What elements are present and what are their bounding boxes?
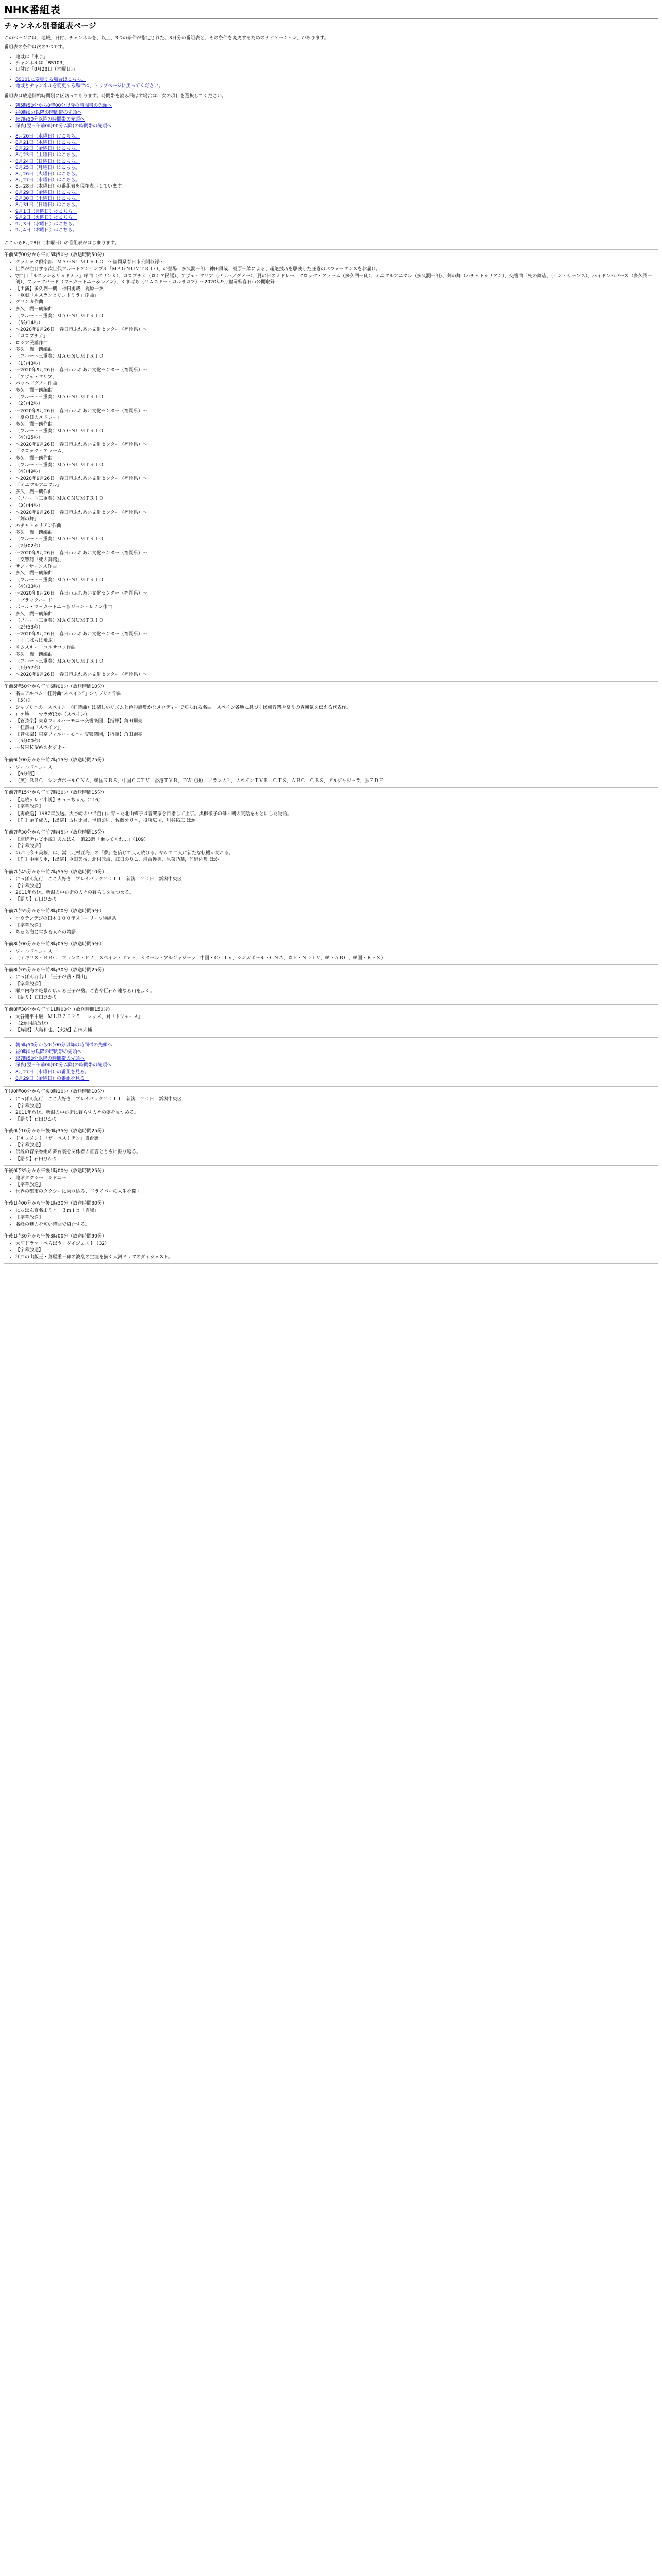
program-line: • バッハ／グノー作曲 (15, 381, 658, 387)
program-line: • （フルート三重奏）ＭＡＧＮＵＭＴＲＩＯ (15, 496, 658, 502)
date-link[interactable]: 8月25日（月曜日）はこちら。 (15, 165, 80, 171)
program-time: 午前5時00分から午前5時50分（放送時間50分） (4, 252, 107, 258)
conditions-label: 番組表の条件は次の3つです。 (4, 45, 68, 50)
program-line: • ～2020年9月26日 春日市ふれあい文化センター（福岡県）～ (15, 631, 658, 637)
current-date: 8月28日（木曜日）の番組表を現在表示しています。 (15, 184, 126, 190)
date-link[interactable]: 8月20日（水曜日）はこちら。 (15, 133, 80, 139)
date-link[interactable]: 9月4日（木曜日）はこちら。 (15, 228, 77, 233)
time-links (4, 103, 658, 129)
program-line: • （フルート三重奏）ＭＡＧＮＵＭＴＲＩＯ (15, 577, 658, 583)
program-line: • ロシア民謡作曲 (15, 340, 658, 346)
program-line: • （フルート三重奏）ＭＡＧＮＵＭＴＲＩＯ (15, 618, 658, 624)
program-line: • 【出演】多久潤一朗，神田勇哉，梶原一紘 (15, 286, 658, 292)
bottom-nav-link[interactable]: 朝5時50分から0時00分以降の時間帯の先頭へ (15, 1042, 112, 1048)
program-details (4, 876, 658, 903)
program-line: • クラシック倶楽部 ＭＡＧＮＵＭＴＲＩＯ ～福岡県春日市公開収録～ (15, 259, 658, 265)
program-entry (4, 684, 658, 751)
program-line: • 「狂詩曲「スペイン」」 (15, 725, 658, 731)
program-line: • 名峰の魅力を短い時間で紹介する。 (15, 1222, 658, 1228)
page-title: NHK番組表 (4, 3, 658, 19)
program-line: • 【語り】石田ひかり (15, 1156, 658, 1162)
program-entry (4, 1128, 658, 1162)
program-line: • 【字幕放送】 (15, 981, 658, 988)
program-time: 午後1時00分から午後1時30分（放送時間30分） (4, 1201, 107, 1207)
program-line: • 多久 潤一朗作曲 (15, 455, 658, 462)
program-time: 午後1時30分から午後3時00分（放送時間90分） (4, 1233, 107, 1239)
date-link[interactable]: 8月31日（日曜日）はこちら。 (15, 202, 80, 208)
condition-item: • 地域は「東京」 (15, 54, 658, 60)
program-line: • ロケ地 マラガほか（スペイン） (15, 711, 658, 718)
divider (4, 1037, 658, 1038)
program-line: • ～2020年9月26日 春日市ふれあい文化センター（福岡県）～ (15, 672, 658, 678)
bottom-links (4, 1042, 658, 1082)
program-line: • 【連続テレビ小説】あんぱん 第23週「乗ってくれ…」（109） (15, 837, 658, 843)
program-line: • 【5分】 (15, 698, 658, 704)
program-line: • ～2020年9月26日 春日市ふれあい文化センター（福岡県）～ (15, 590, 658, 597)
program-line: • （1分43秒） (15, 361, 658, 367)
program-line: • 2011年放送。新潟の中心街の人々の暮らしを見つめる。 (15, 890, 658, 896)
program-line: • 【語り】石田ひかり (15, 1116, 658, 1123)
program-line: • （フルート三重奏）ＭＡＧＮＵＭＴＲＩＯ (15, 394, 658, 400)
program-line: • 【字幕放送】 (15, 1182, 658, 1188)
program-time: 午前8時05分から午前8時30分（放送時間25分） (4, 968, 107, 973)
date-link[interactable]: 8月26日（火曜日）はこちら。 (15, 171, 80, 177)
divider (4, 249, 658, 250)
date-link[interactable]: 9月1日（月曜日）はこちら。 (15, 209, 77, 214)
program-entry (4, 967, 658, 1001)
program-details (4, 797, 658, 824)
program-line: • （イギリス・ＢＢＣ，フランス・Ｆ２，スペイン・ＴＶＥ，カタール・アルジャジーラ，中国・ＣＣＴＶ，シンガポール・ＣＮＡ，ロＰ・ＮＤＴＶ，韓・ＡＢＣ，韓国・ＫＢＳ） (15, 955, 658, 961)
program-list-afternoon (4, 1089, 658, 1264)
program-entry (4, 757, 658, 785)
program-line: • 【連続テレビ小説】チョッちゃん（116） (15, 797, 658, 803)
program-line: • （4分33秒） (15, 584, 658, 590)
program-line: • 瀬戸内海の絶景が広がる王子が岳。奇岩や巨石が連なる山を歩く。 (15, 988, 658, 994)
program-line: • 【字幕放送】 (15, 1103, 658, 1109)
program-entry (4, 869, 658, 903)
program-line: • （フルート三重奏）ＭＡＧＮＵＭＴＲＩＯ (15, 536, 658, 543)
program-line: • ～2020年9月26日 春日市ふれあい文化センター（福岡県）～ (15, 442, 658, 448)
program-line: • にっぽん百名山「王子が岳・岡山」 (15, 974, 658, 980)
program-time: 午前7時55分から午前8時00分（放送時間5分） (4, 909, 104, 914)
program-line: • 【字幕放送】 (15, 843, 658, 850)
conditions-list (4, 54, 658, 73)
program-line: • 【6分語】 (15, 771, 658, 777)
program-time: 午前8時00分から午前8時05分（放送時間5分） (4, 941, 104, 947)
program-line: • 【字幕放送】 (15, 1215, 658, 1221)
program-details (4, 1175, 658, 1195)
bottom-nav-link[interactable]: 8月27日（水曜日）の番組を見る。 (15, 1070, 90, 1075)
program-entry (4, 941, 658, 961)
program-line: • ドキュメント「ザ・ベストテン」舞台裏 (15, 1136, 658, 1142)
program-line: • 多久 潤一朗編曲 (15, 570, 658, 577)
divider (4, 681, 658, 682)
program-line: • にっぽん紀行 ここ大好き ブレイバック２０１１ 新潟 ２０日 新潟中央区 (15, 1096, 658, 1103)
program-line: • （2分02秒） (15, 543, 658, 549)
program-line: • 「ブラックバード」 (15, 598, 658, 604)
program-details (4, 1208, 658, 1227)
program-line: • 多久 潤一朗編曲 (15, 387, 658, 394)
program-line: • 【字幕放送】 (15, 1247, 658, 1253)
program-line: • 【字幕放送】 (15, 883, 658, 889)
date-link[interactable]: 8月23日（土曜日）はこちら。 (15, 152, 80, 158)
intro-text: このページには、地域、日付、チャンネルを、以上、3つの条件が指定された、3日分の番組表と、その条件を変更するためのナビゲーション、があります。 (4, 36, 329, 41)
date-link[interactable]: 8月29日（金曜日）はこちら。 (15, 190, 80, 196)
program-line: • ～2020年9月26日 春日市ふれあい文化センター（福岡県）～ (15, 510, 658, 516)
program-line: • 【作】中園ミホ，【出演】今田美桜，北村匠海，江口のりこ，河合優実，原菜乃華，竹野内豊 ほか (15, 857, 658, 863)
program-line: • ～2020年9月26日 春日市ふれあい文化センター（福岡県）～ (15, 367, 658, 374)
program-time: 午前7時45分から午前7時55分（放送時間10分） (4, 869, 107, 875)
program-line: • ～ＮＨＫ509スタジオ～ (15, 745, 658, 751)
program-line: • 多久 潤一朗編曲 (15, 652, 658, 658)
date-link[interactable]: 8月30日（土曜日）はこちら。 (15, 196, 80, 202)
program-line: • ▽曲目「ルスラン＆リュドミラ」序曲（グリンカ）、コロブチカ（ロシア民謡）、アヴェ・マリア（バッハ／グノー）、夏の日のメドレー、クロック・アラーム（多久潤一朗）、ミニマルアニマル（多久潤一朗）、剣の舞（ハチャトゥリアン）、交響曲「死の舞踏」（サン・サーンス）、ハイドンパパーズ（多久潤一朗）、ブラックバード（マッカートニー＆レノン）、くまばち（リムスキー・コルサコフ）～2020年9月福岡県春日市公開収録 (15, 273, 658, 285)
program-details (4, 916, 658, 935)
program-line: • （2分53秒） (15, 624, 658, 631)
program-line: • （2分42秒） (15, 401, 658, 407)
program-line: • （フルート三重奏）ＭＡＧＮＵＭＴＲＩＯ (15, 353, 658, 360)
start-note: ここから8月28日（木曜日）の番組表がはじまります。 (4, 241, 120, 246)
time-link[interactable]: 朝5時50分から0時00分以降の時間帯の先頭へ (15, 103, 112, 109)
program-line: • ～2020年9月26日 春日市ふれあい文化センター（福岡県）～ (15, 476, 658, 482)
program-line: • 「コロブチカ」 (15, 333, 658, 340)
change-links (4, 77, 658, 89)
program-line: • にっぽん紀行 ここ大好き ブレイバック２０１１ 新潟 ２０日 新潟中央区 (15, 876, 658, 883)
program-time: 午前8時30分から午前11時00分（放送時間150分） (4, 1007, 113, 1012)
divider (4, 1004, 658, 1005)
program-line: • （3分44秒） (15, 503, 658, 509)
program-line: • 【管弦楽】東京フィルハーモニー交響楽団，【指揮】角田鋼亮 (15, 718, 658, 724)
program-line: • 世界の都市のタクシーに乗り込み、ドライバーの人生を聞く。 (15, 1189, 658, 1195)
program-list (4, 252, 658, 1037)
program-details (4, 1014, 658, 1033)
program-line: • 【作】金子成人，【出演】古村比呂，世良公則，佐藤オリエ，役所広司，川谷拓三 ほか (15, 818, 658, 824)
program-line: • ワールドニュース (15, 948, 658, 955)
program-details (4, 1096, 658, 1123)
program-line: • 多久 潤一朗編曲 (15, 347, 658, 353)
program-line: • 「夏の日のメドレー」 (15, 415, 658, 421)
program-entry (4, 1007, 658, 1034)
program-line: • ハチャトゥリアン作曲 (15, 523, 658, 529)
program-details (4, 948, 658, 961)
date-link[interactable]: 8月21日（木曜日）はこちら。 (15, 140, 80, 146)
time-link[interactable]: 夜7時50分以降の時間帯の先頭へ (15, 116, 85, 122)
program-line: • （フルート三重奏）ＭＡＧＮＵＭＴＲＩＯ (15, 462, 658, 468)
back-to-top-link[interactable]: 地域とチャンネルを変更する場合は、トップページに戻ってください。 (15, 83, 163, 89)
program-line: • 大谷翔平中継 ＭＬＢ２０２５ 「レッズ」対「ドジャース」 (15, 1014, 658, 1020)
time-link[interactable]: 昼0時0分以降の時間帯の先頭へ (15, 110, 82, 115)
date-link[interactable]: 8月24日（日曜日）はこちら。 (15, 159, 80, 164)
bottom-nav-link[interactable]: 昼0時0分以降の時間帯の先頭へ (15, 1049, 82, 1055)
program-line: • 「ミニマルアニマル」 (15, 482, 658, 488)
program-time: 午後0時00分から午後0時10分（放送時間10分） (4, 1089, 107, 1095)
program-details (4, 837, 658, 863)
program-line: • 「歌劇「ルスランとリュドミラ」序曲」 (15, 293, 658, 299)
program-line: • ちゅら海に生きる人々の物語。 (15, 929, 658, 936)
program-line: • ワールドニュース (15, 765, 658, 771)
program-time: 午後0時35分から午後1時00分（放送時間25分） (4, 1168, 107, 1174)
date-link[interactable]: 8月22日（金曜日）はこちら。 (15, 146, 80, 152)
program-line: • （英）ＢＢＣ，シンガポールＣＮＡ，韓国ＫＢＳ，中国ＣＣＴＶ，香港ＴＶＢ，ＤＷ（独），フランス２，スペインＴＶＥ，ＣＴＳ，ＡＢＣ，ＣＢＳ，アルジャジーラ，独ＺＤＦ (15, 778, 658, 784)
program-line: • 世界が注目する次世代フルートアンサンブル「ＭＡＧＮＵＭＴＲＩＯ」の登場！多久潤一朗、神田勇哉、梶原一紘による、超絶技巧を駆使した圧巻のパフォーマンスをお届け。 (15, 266, 658, 273)
program-line: • 【語り】石田ひかり (15, 896, 658, 903)
date-links (4, 133, 658, 233)
page (0, 0, 662, 1269)
program-entry (4, 829, 658, 863)
nav-note: 番組表は放送開始時間別に区切ってあります。時間帯を読み飛ばす場合は、次の項目を選択してください。 (4, 94, 227, 99)
program-line: • 多久 潤一朗編曲 (15, 530, 658, 536)
program-entry (4, 1200, 658, 1228)
bottom-nav-link[interactable]: 深夜(翌日午前0時00分以降)の時間帯の先頭へ (15, 1062, 112, 1068)
program-details (4, 691, 658, 751)
program-line: • 江戸の出版王・蔦屋重三郎の波乱の生涯を描く大河ドラマのダイジェスト。 (15, 1254, 658, 1260)
condition-item: • 日付は「8月28日（木曜日）」 (15, 66, 658, 73)
program-line: • ～2020年9月26日 春日市ふれあい文化センター（福岡県）～ (15, 327, 658, 333)
bottom-nav-link[interactable]: 8月29日（金曜日）の番組を見る。 (15, 1076, 90, 1082)
program-details (4, 974, 658, 1001)
divider (4, 1086, 658, 1087)
program-line: • 【語り】石田ひかり (15, 995, 658, 1001)
program-line: • のぶ（今田美桜）は、嵩（北村匠海）の「夢」を信じて支え続ける。やがて二人に新たな転機が訪れる。 (15, 850, 658, 856)
page-subtitle: チャンネル別番組表ページ (4, 21, 96, 30)
program-entry (4, 1089, 658, 1123)
program-line: • ～2020年9月26日 春日市ふれあい文化センター（福岡県）～ (15, 408, 658, 414)
program-line: • グリンカ作曲 (15, 299, 658, 306)
program-time: 午前5時50分から午前6時00分（放送時間10分） (4, 684, 107, 690)
program-details (4, 1241, 658, 1260)
program-line: • 名曲アルバム「狂詩曲“スペイン”」シャブリエ作曲 (15, 691, 658, 697)
program-line: • 多久 潤一朗作曲 (15, 421, 658, 428)
divider (4, 964, 658, 965)
date-link[interactable]: 9月3日（水曜日）はこちら。 (15, 221, 77, 227)
program-line: • シャブリエの「スペイン」（狂詩曲）は楽しいリズムと色彩感豊かなメロディーで知られる名曲。スペイン各地に息づく民族音楽や祭りの雰囲気を伝える代表作。 (15, 705, 658, 711)
program-line: • （フルート三重奏）ＭＡＧＮＵＭＴＲＩＯ (15, 658, 658, 665)
program-line: • 大河ドラマ「べらぼう」ダイジェスト（32） (15, 1241, 658, 1247)
program-line: • 【管弦楽】東京フィルハーモニー交響楽団，【指揮】角田鋼亮 (15, 732, 658, 738)
program-line: • （5分00秒） (15, 738, 658, 744)
program-line: • 「くまばちは飛ぶ」 (15, 638, 658, 644)
program-line: • （5分14秒） (15, 320, 658, 326)
condition-item: • チャンネルは「BS103」 (15, 60, 658, 66)
program-details (4, 259, 658, 678)
program-line: • 多久 潤一朗作曲 (15, 489, 658, 495)
program-line: • 多久 潤一朗編曲 (15, 306, 658, 312)
bottom-nav-link[interactable]: 夜7時50分以降の時間帯の先頭へ (15, 1056, 85, 1061)
divider (4, 1165, 658, 1166)
program-entry (4, 1233, 658, 1261)
program-line: • にっぽん百名山ミニ ３ｍｉｎ「霊峰」 (15, 1208, 658, 1214)
program-line: • ～2020年9月26日 春日市ふれあい文化センター（福岡県）～ (15, 550, 658, 556)
program-line: • 【字幕放送】 (15, 1142, 658, 1148)
program-line: • 多久 潤一朗編曲 (15, 611, 658, 617)
program-line: • （1分57秒） (15, 665, 658, 671)
program-line: • 2011年放送。新潟の中心街に暮らす人々の姿を見つめる。 (15, 1110, 658, 1116)
program-line: • （2か国語放送） (15, 1021, 658, 1027)
program-time: 午後0時10分から午後0時35分（放送時間25分） (4, 1129, 107, 1134)
program-line: • 【再放送】1987年放送。大谷崎の中で自由に育った北山蝶子は音楽家を目指して上京。黒柳徹子の母・朝の実話をもとにした物語。 (15, 811, 658, 817)
date-link[interactable]: 8月27日（水曜日）はこちら。 (15, 177, 80, 183)
program-details (4, 765, 658, 784)
program-details (4, 1136, 658, 1162)
program-line: • （4分25秒） (15, 435, 658, 441)
program-line: • 「アヴェ・マリア」 (15, 374, 658, 380)
change-channel-link[interactable]: BS101に変更する場合はこちら。 (15, 77, 86, 82)
date-link[interactable]: 9月2日（火曜日）はこちら。 (15, 215, 77, 221)
program-line: • （フルート三重奏）ＭＡＧＮＵＭＴＲＩＯ (15, 428, 658, 434)
program-line: • 【字幕放送】 (15, 923, 658, 929)
program-line: • （4分49秒） (15, 469, 658, 475)
program-time: 午前6時00分から午前7時15分（放送時間75分） (4, 757, 107, 763)
program-line: • 「剣の舞」 (15, 516, 658, 522)
program-entry (4, 252, 658, 678)
program-line: • リムスキー・コルサコフ作曲 (15, 645, 658, 651)
program-line: • 地球タクシー シドニー (15, 1175, 658, 1181)
program-line: • （フルート三重奏）ＭＡＧＮＵＭＴＲＩＯ (15, 313, 658, 319)
program-line: • 【解説】大島和也，【実況】吉田大輔 (15, 1027, 658, 1033)
program-line: • ポール・マッカートニー＆ジョン・レノン作曲 (15, 604, 658, 611)
program-time: 午前7時15分から午前7時30分（放送時間15分） (4, 790, 107, 796)
program-entry (4, 908, 658, 936)
time-link[interactable]: 深夜(翌日午前0時00分以降)の時間帯の先頭へ (15, 123, 112, 129)
program-line: • 【字幕放送】 (15, 804, 658, 810)
divider (4, 787, 658, 788)
program-time: 午前7時30分から午前7時45分（放送時間15分） (4, 829, 107, 835)
program-line: • 「クロック・アラーム」 (15, 448, 658, 454)
divider (4, 1263, 658, 1264)
program-line: • 伝説の音楽番組の舞台裏を関係者の証言とともに振り返る。 (15, 1149, 658, 1155)
program-line: • 「交響詩「死の舞踏」」 (15, 557, 658, 563)
program-line: • サン・サーンス作曲 (15, 564, 658, 570)
program-entry (4, 790, 658, 824)
program-line: • コウテンデジの日本１００年ストーリー▽沖縄県 (15, 916, 658, 922)
program-entry (4, 1168, 658, 1195)
